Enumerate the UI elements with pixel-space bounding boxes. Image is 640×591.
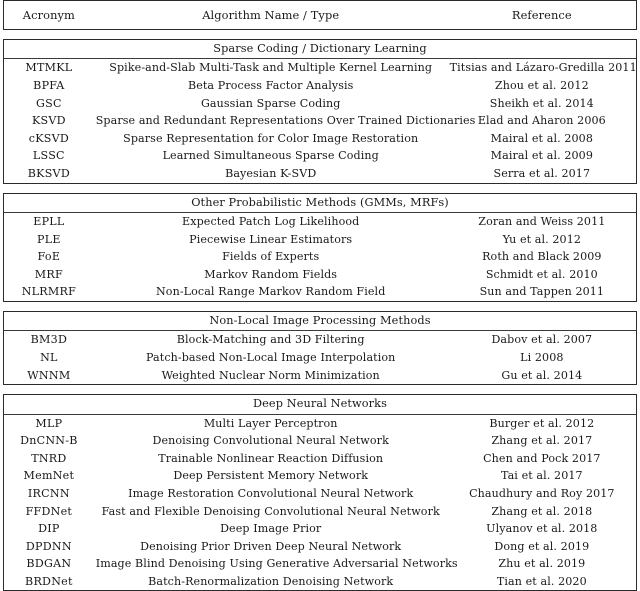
- table-row: [4, 432, 636, 450]
- cell-reference: Mairal et al. 2008: [490, 131, 593, 145]
- cell-reference: Li 2008: [520, 350, 564, 364]
- cell-reference: Mairal et al. 2009: [490, 149, 593, 163]
- cell-reference: Dabov et al. 2007: [491, 333, 593, 347]
- table-row: [4, 231, 636, 249]
- cell-acronym: cKSVD: [28, 131, 69, 145]
- cell-acronym: MemNet: [23, 469, 75, 483]
- cell-acronym: MTMKL: [25, 61, 73, 75]
- table-row: [4, 283, 636, 301]
- cell-acronym: IRCNN: [27, 486, 70, 500]
- section-table: [4, 194, 636, 301]
- table-row: [4, 59, 636, 77]
- cell-acronym: NLRMRF: [21, 285, 77, 299]
- cell-algorithm-name: Image Restoration Convolutional Neural Network: [128, 486, 414, 500]
- cell-acronym: KSVD: [31, 114, 66, 128]
- table-row: [4, 165, 636, 183]
- table-row: [4, 212, 636, 230]
- table-row: [4, 538, 636, 556]
- cell-algorithm-name: Bayesian K-SVD: [225, 166, 317, 180]
- cell-algorithm-name: Patch-based Non-Local Image Interpolation: [145, 350, 396, 364]
- header-table: [4, 1, 636, 29]
- cell-algorithm-name: Learned Simultaneous Sparse Coding: [162, 149, 379, 163]
- cell-algorithm-name: Multi Layer Perceptron: [203, 416, 338, 430]
- table-row: [4, 112, 636, 130]
- cell-algorithm-name: Fast and Flexible Denoising Convolutional Neural Network: [101, 504, 440, 518]
- table-row: [4, 414, 636, 432]
- table-row: [4, 331, 636, 349]
- cell-acronym: PLE: [37, 232, 61, 246]
- cell-algorithm-name: Spike-and-Slab Multi-Task and Multiple Kernel Learning: [109, 61, 433, 75]
- column-header-reference: Reference: [511, 8, 572, 22]
- cell-reference: Titsias and Lázaro-Gredilla 2011: [449, 61, 637, 75]
- table-row: [4, 248, 636, 266]
- cell-algorithm-name: Trainable Nonlinear Reaction Diffusion: [158, 451, 384, 465]
- cell-reference: Tai et al. 2017: [500, 469, 583, 483]
- table-row: [4, 573, 636, 591]
- section-title-row: [4, 194, 636, 213]
- table-row: [4, 503, 636, 521]
- table-section-block: [3, 394, 637, 591]
- cell-acronym: DnCNN-B: [20, 434, 78, 448]
- cell-reference: Schmidt et al. 2010: [485, 267, 598, 281]
- cell-reference: Burger et al. 2012: [489, 416, 595, 430]
- cell-algorithm-name: Gaussian Sparse Coding: [200, 96, 341, 110]
- cell-algorithm-name: Fields of Experts: [222, 250, 320, 264]
- column-header-row: [4, 1, 636, 29]
- cell-acronym: DIP: [38, 522, 60, 536]
- section-title-row: [4, 312, 636, 331]
- cell-acronym: FoE: [37, 250, 61, 264]
- section-title: Deep Neural Networks: [4, 395, 636, 414]
- column-header-name: Algorithm Name / Type: [202, 8, 340, 22]
- section-title: Other Probabilistic Methods (GMMs, MRFs): [4, 194, 636, 213]
- table-row: [4, 450, 636, 468]
- column-header-acronym: Acronym: [22, 8, 75, 22]
- table-row: [4, 130, 636, 148]
- section-title-row: [4, 395, 636, 414]
- section-title: Non-Local Image Processing Methods: [4, 312, 636, 331]
- section-title-row: [4, 40, 636, 59]
- cell-acronym: BPFA: [33, 79, 65, 92]
- cell-acronym: BM3D: [30, 333, 68, 347]
- cell-acronym: LSSC: [32, 149, 65, 163]
- cell-algorithm-name: Expected Patch Log Likelihood: [182, 214, 360, 228]
- cell-algorithm-name: Denoising Convolutional Neural Network: [152, 434, 389, 448]
- cell-acronym: DPDNN: [25, 539, 72, 553]
- cell-reference: Elad and Aharon 2006: [477, 114, 606, 128]
- cell-algorithm-name: Image Blind Denoising Using Generative Adversarial Networks: [95, 557, 458, 571]
- table-row: [4, 349, 636, 367]
- cell-algorithm-name: Sparse Representation for Color Image Restoration: [123, 131, 419, 145]
- table-header-block: [3, 0, 637, 30]
- cell-reference: Zhang et al. 2017: [491, 434, 593, 448]
- table-section-block: [3, 193, 637, 302]
- cell-acronym: FFDNet: [25, 504, 73, 518]
- cell-reference: Sun and Tappen 2011: [479, 285, 605, 299]
- cell-reference: Roth and Black 2009: [482, 250, 602, 264]
- table-sections: [3, 39, 637, 591]
- table-row: [4, 555, 636, 573]
- cell-reference: Serra et al. 2017: [493, 166, 591, 180]
- cell-reference: Chen and Pock 2017: [483, 451, 601, 465]
- cell-algorithm-name: Sparse and Redundant Representations Over Trained Dictionaries: [95, 114, 476, 128]
- section-table: [4, 395, 636, 590]
- table-row: [4, 485, 636, 503]
- section-table: [4, 312, 636, 384]
- section-title: Sparse Coding / Dictionary Learning: [4, 40, 636, 59]
- cell-acronym: NL: [40, 350, 58, 364]
- cell-reference: Zhang et al. 2018: [491, 504, 593, 518]
- cell-acronym: GSC: [36, 96, 62, 110]
- cell-reference: Tian et al. 2020: [496, 574, 587, 588]
- table-row: [4, 520, 636, 538]
- table-row: [4, 95, 636, 113]
- cell-reference: Zhu et al. 2019: [498, 557, 586, 571]
- cell-algorithm-name: Markov Random Fields: [204, 267, 338, 281]
- table-section-block: [3, 311, 637, 385]
- cell-algorithm-name: Non-Local Range Markov Random Field: [155, 285, 386, 299]
- cell-algorithm-name: Beta Process Factor Analysis: [187, 79, 354, 92]
- table-row: [4, 147, 636, 165]
- cell-reference: Gu et al. 2014: [501, 368, 583, 382]
- cell-reference: Yu et al. 2012: [502, 232, 582, 246]
- cell-reference: Sheikh et al. 2014: [489, 96, 594, 110]
- cell-acronym: MLP: [35, 416, 63, 430]
- cell-reference: Ulyanov et al. 2018: [486, 522, 598, 536]
- cell-algorithm-name: Deep Image Prior: [220, 522, 322, 536]
- cell-acronym: BKSVD: [27, 166, 70, 180]
- table-row: [4, 266, 636, 284]
- cell-reference: Chaudhury and Roy 2017: [469, 486, 615, 500]
- cell-reference: Zoran and Weiss 2011: [478, 214, 606, 228]
- cell-algorithm-name: Batch-Renormalization Denoising Network: [148, 574, 394, 588]
- section-table: [4, 40, 636, 183]
- table-row: [4, 367, 636, 385]
- cell-algorithm-name: Block-Matching and 3D Filtering: [176, 333, 365, 347]
- table-section-block: [3, 39, 637, 184]
- cell-algorithm-name: Weighted Nuclear Norm Minimization: [161, 368, 380, 382]
- cell-reference: Zhou et al. 2012: [494, 79, 589, 92]
- cell-acronym: WNNM: [27, 368, 71, 382]
- cell-reference: Dong et al. 2019: [494, 539, 590, 553]
- cell-acronym: TNRD: [31, 451, 67, 465]
- table-row: [4, 77, 636, 95]
- table-row: [4, 467, 636, 485]
- cell-acronym: MRF: [34, 267, 63, 281]
- cell-algorithm-name: Deep Persistent Memory Network: [173, 469, 369, 483]
- cell-algorithm-name: Piecewise Linear Estimators: [189, 232, 353, 246]
- cell-acronym: EPLL: [33, 214, 65, 228]
- cell-acronym: BRDNet: [25, 574, 73, 588]
- cell-algorithm-name: Denoising Prior Driven Deep Neural Network: [140, 539, 402, 553]
- cell-acronym: BDGAN: [26, 557, 72, 571]
